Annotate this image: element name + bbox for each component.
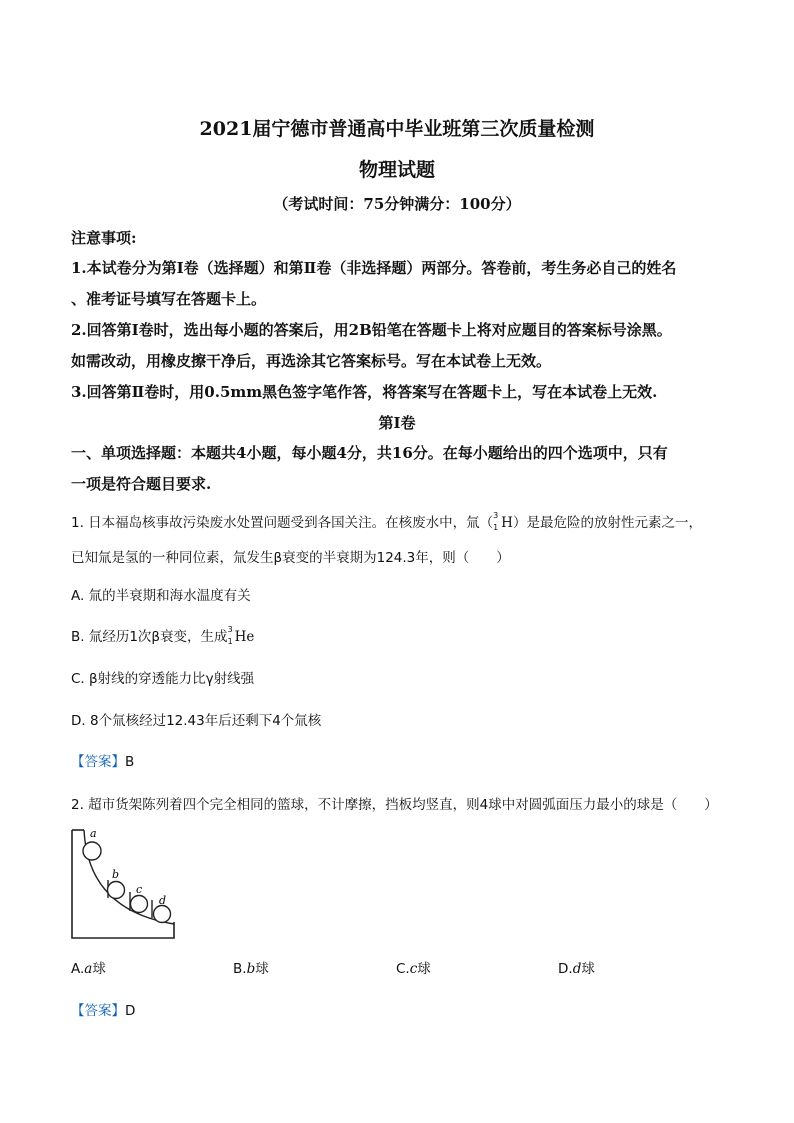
q2-option-b: B.b球 <box>233 961 269 977</box>
q1-option-d: D. 8个氚核经过12.43年后还剩下4个氚核 <box>71 713 322 729</box>
helium-symbol: 3 1 He <box>227 625 255 646</box>
exam-time: （考试时间：75分钟满分：100分） <box>273 195 521 213</box>
q1-option-a: A. 氚的半衰期和海水温度有关 <box>71 588 251 604</box>
ball-c <box>131 896 148 913</box>
note-3: 3.回答第Ⅱ卷时，用0.5mm黑色签字笔作答，将答案写在答题卡上，写在本试卷上无效. <box>71 383 658 401</box>
section-heading-line-2: 一项是符合题目要求. <box>71 475 212 493</box>
q1-stem-line-2: 已知氚是氢的一种同位素，氚发生β衰变的半衰期为124.3年，则（ ） <box>71 550 510 566</box>
ball-a <box>83 842 101 860</box>
ball-d <box>154 906 171 923</box>
ball-b <box>108 882 125 899</box>
subject-title: 物理试题 <box>358 159 435 181</box>
label-c: c <box>136 883 143 896</box>
q1-stem-line-1: 1. 日本福岛核事故污染废水处置问题受到各国关注。在核废水中，氚（ 3 1 H）是最危险的放射性元素之一， <box>71 511 702 532</box>
q1-option-b: B. 氚经历1次β衰变，生成 3 1 He <box>71 625 255 646</box>
note-2-line-1: 2.回答第Ⅰ卷时，选出每小题的答案后，用2B铅笔在答题卡上将对应题目的答案标号涂黑。 <box>71 321 672 339</box>
q1-answer: 【答案】B <box>71 754 135 770</box>
note-1-line-1: 1.本试卷分为第Ⅰ卷（选择题）和第Ⅱ卷（非选择题）两部分。答卷前，考生务必自己的姓名 <box>71 259 677 277</box>
basketball-rack-figure <box>70 822 176 940</box>
q2-answer: 【答案】D <box>71 1003 136 1019</box>
tritium-symbol: 3 1 H <box>493 511 513 532</box>
q2-stem: 2. 超市货架陈列着四个完全相同的篮球，不计摩擦，挡板均竖直，则4球中对圆弧面压力最小的球是（ ） <box>71 797 718 813</box>
notes-heading: 注意事项: <box>71 229 137 247</box>
section-heading-line-1: 一、单项选择题：本题共4小题，每小题4分，共16分。在每小题给出的四个选项中，只有 <box>71 444 668 462</box>
label-b: b <box>112 868 120 881</box>
volume-label: 第Ⅰ卷 <box>378 414 416 432</box>
label-d: d <box>159 894 167 907</box>
note-1-line-2: 、准考证号填写在答题卡上。 <box>71 290 267 308</box>
q2-option-d: D.d球 <box>558 961 595 977</box>
q1-option-c: C. β射线的穿透能力比γ射线强 <box>71 671 255 687</box>
note-2-line-2: 如需改动，用橡皮擦干净后，再选涂其它答案标号。写在本试卷上无效。 <box>71 352 552 370</box>
label-a: a <box>90 827 97 840</box>
page-title: 2021届宁德市普通高中毕业班第三次质量检测 <box>199 118 595 140</box>
q2-option-a: A.a球 <box>71 961 106 977</box>
q2-option-c: C.c球 <box>396 961 431 977</box>
